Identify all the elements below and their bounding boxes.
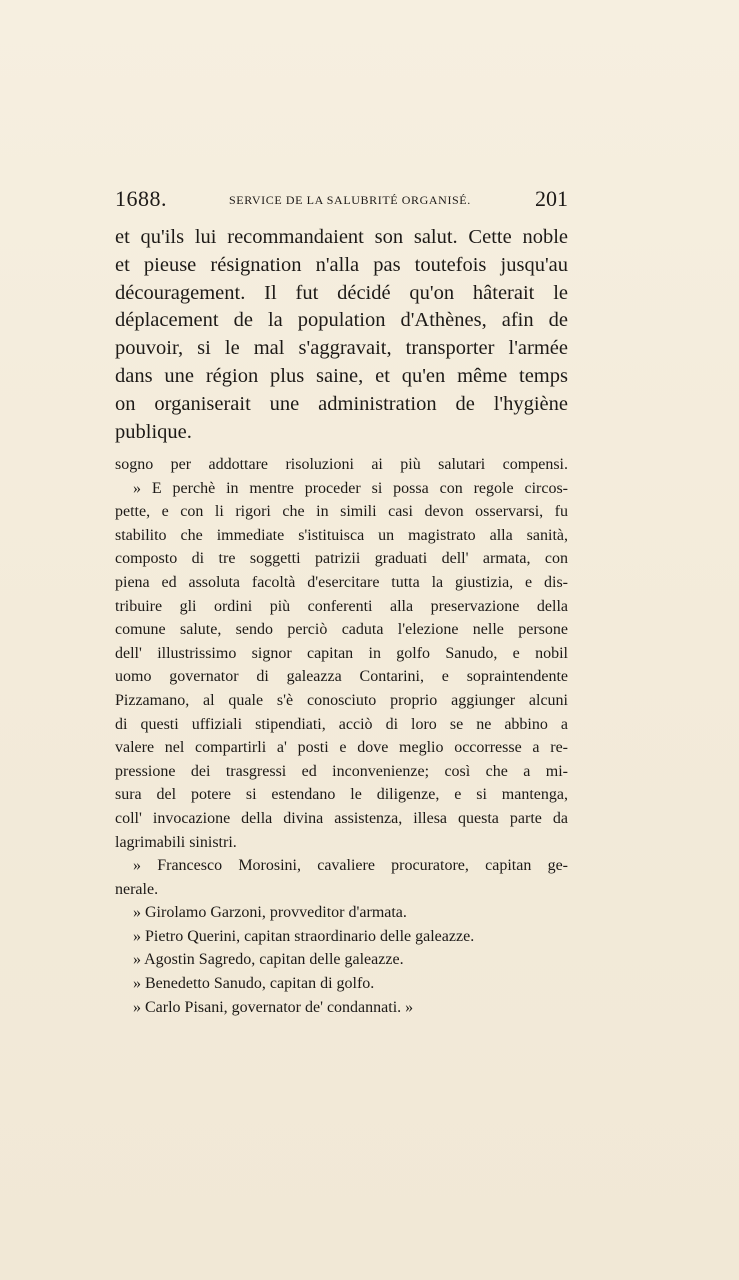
text-line: uomo governator di galeazza Contarini, e sopraintendente bbox=[115, 668, 568, 686]
text-line: di questi uffiziali stipendiati, acciò di loro se ne abbino a bbox=[115, 715, 568, 733]
text-line: lagrimabili sinistri. bbox=[115, 833, 237, 851]
signatory-line: nerale. bbox=[115, 880, 159, 898]
italian-quoted-document bbox=[115, 453, 568, 1019]
signatory-line: » Carlo Pisani, governator de' condannati. » bbox=[133, 998, 414, 1016]
signatory-line: » Benedetto Sanudo, capitan di golfo. bbox=[133, 975, 375, 993]
running-header bbox=[115, 186, 568, 218]
text-line: stabilito che immediate s'istituisca un magistrato alla sanità, bbox=[115, 526, 568, 544]
text-line: et pieuse résignation n'alla pas toutefois jusqu'au bbox=[115, 253, 568, 276]
page-number: 201 bbox=[535, 186, 568, 211]
running-title: SERVICE DE LA SALUBRITÉ ORGANISÉ. bbox=[229, 193, 471, 207]
text-line: tribuire gli ordini più conferenti alla preservazione della bbox=[115, 597, 568, 615]
signatory-line: » Francesco Morosini, cavaliere procuratore, capitan ge- bbox=[133, 857, 568, 875]
text-line: déplacement de la population d'Athènes, afin de bbox=[115, 309, 568, 332]
text-line: comune salute, sendo perciò caduta l'elezione nelle persone bbox=[115, 621, 568, 639]
signatory-line: » Agostin Sagredo, capitan delle galeazze. bbox=[133, 951, 404, 969]
text-line: sura del potere si estendano le diligenze, e si mantenga, bbox=[115, 786, 568, 804]
text-line: on organiserait une administration de l'hygiène bbox=[115, 392, 568, 415]
text-line: piena ed assoluta facoltà d'esercitare tutta la giustizia, e dis- bbox=[115, 573, 568, 591]
text-line: » E perchè in mentre proceder si possa con regole circos- bbox=[133, 479, 568, 497]
header-year: 1688. bbox=[115, 186, 167, 211]
signatory-line: » Girolamo Garzoni, provveditor d'armata. bbox=[133, 904, 407, 922]
text-line: sogno per addottare risoluzioni ai più salutari compensi. bbox=[115, 456, 568, 473]
text-line: publique. bbox=[115, 420, 192, 443]
text-line: et qu'ils lui recommandaient son salut. Cette noble bbox=[115, 226, 568, 248]
text-line: valere nel compartirli a' posti e dove meglio occorresse a re- bbox=[115, 739, 568, 757]
french-paragraph bbox=[115, 224, 568, 446]
text-line: dell' illustrissimo signor capitan in golfo Sanudo, e nobil bbox=[115, 644, 568, 662]
text-line: dans une région plus saine, et qu'en même temps bbox=[115, 364, 568, 387]
signatory-line: » Pietro Querini, capitan straordinario delle galeazze. bbox=[133, 927, 475, 945]
text-line: pressione dei trasgressi ed inconvenienze; così che a mi- bbox=[115, 762, 568, 780]
text-line: coll' invocazione della divina assistenza, illesa questa parte da bbox=[115, 809, 568, 827]
text-line: pouvoir, si le mal s'aggravait, transporter l'armée bbox=[115, 337, 568, 360]
text-line: découragement. Il fut décidé qu'on hâterait le bbox=[115, 281, 568, 304]
text-line: Pizzamano, al quale s'è conosciuto proprio aggiunger alcuni bbox=[115, 691, 568, 709]
text-line: pette, e con li rigori che in simili casi devon osservarsi, fu bbox=[115, 503, 568, 521]
text-line: composto di tre soggetti patrizii graduati dell' armata, con bbox=[115, 550, 568, 568]
